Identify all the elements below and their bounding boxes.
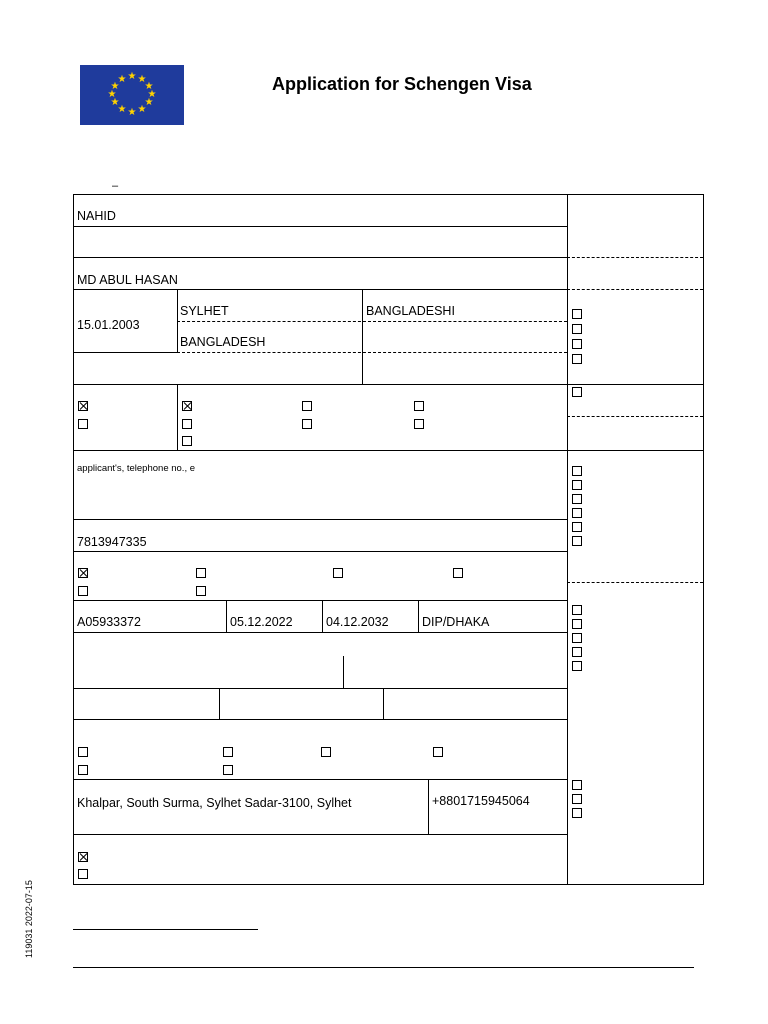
issued-by-value: DIP/DHAKA bbox=[422, 615, 490, 629]
header-dash: – bbox=[112, 180, 119, 192]
telephone-value: +8801715945064 bbox=[432, 794, 530, 808]
flag-star-icon: ★ bbox=[137, 104, 147, 115]
official-use-checkbox[interactable] bbox=[572, 324, 582, 334]
official-use-checkbox[interactable] bbox=[572, 647, 582, 657]
flag-star-icon: ★ bbox=[144, 81, 154, 92]
civil-status-checkbox[interactable] bbox=[182, 401, 192, 411]
official-use-checkbox[interactable] bbox=[572, 780, 582, 790]
official-use-checkbox[interactable] bbox=[572, 661, 582, 671]
contact-note: applicant's, telephone no., e bbox=[77, 463, 196, 474]
country-of-birth-value: BANGLADESH bbox=[180, 335, 266, 349]
civil-status-checkbox[interactable] bbox=[302, 419, 312, 429]
official-use-checkbox[interactable] bbox=[572, 508, 582, 518]
official-use-checkbox[interactable] bbox=[572, 387, 582, 397]
civil-status-checkbox[interactable] bbox=[302, 401, 312, 411]
passport-number-value: A05933372 bbox=[77, 615, 141, 629]
residence-option-checkbox[interactable] bbox=[321, 747, 331, 757]
residence-option-checkbox[interactable] bbox=[223, 747, 233, 757]
official-use-checkbox[interactable] bbox=[572, 466, 582, 476]
travel-document-checkbox[interactable] bbox=[196, 586, 206, 596]
footer-long-rule bbox=[73, 967, 694, 968]
official-use-checkbox[interactable] bbox=[572, 808, 582, 818]
civil-status-checkbox[interactable] bbox=[182, 419, 192, 429]
flag-star-icon: ★ bbox=[117, 74, 127, 85]
home-address-value: Khalpar, South Surma, Sylhet Sadar-3100, Sylhet bbox=[77, 796, 352, 810]
surname-value: NAHID bbox=[77, 209, 116, 223]
place-of-birth-value: SYLHET bbox=[180, 304, 229, 318]
footer-short-rule bbox=[73, 929, 258, 930]
flag-star-icon: ★ bbox=[107, 89, 117, 100]
civil-status-checkbox[interactable] bbox=[414, 419, 424, 429]
residence-option-checkbox[interactable] bbox=[78, 765, 88, 775]
issue-date-value: 05.12.2022 bbox=[230, 615, 293, 629]
official-use-checkbox[interactable] bbox=[572, 605, 582, 615]
flag-star-icon: ★ bbox=[144, 97, 154, 108]
other-residence-checkbox[interactable] bbox=[78, 852, 88, 862]
official-use-checkbox[interactable] bbox=[572, 480, 582, 490]
flag-star-icon: ★ bbox=[110, 97, 120, 108]
flag-star-icon: ★ bbox=[147, 89, 157, 100]
residence-option-checkbox[interactable] bbox=[78, 747, 88, 757]
nationality-value: BANGLADESHI bbox=[366, 304, 455, 318]
official-use-checkbox[interactable] bbox=[572, 536, 582, 546]
flag-star-icon: ★ bbox=[137, 74, 147, 85]
travel-document-checkbox[interactable] bbox=[196, 568, 206, 578]
residence-option-checkbox[interactable] bbox=[433, 747, 443, 757]
travel-document-checkbox[interactable] bbox=[333, 568, 343, 578]
side-document-code: 119031 2022-07-15 bbox=[24, 880, 34, 958]
official-use-checkbox[interactable] bbox=[572, 794, 582, 804]
official-use-checkbox[interactable] bbox=[572, 354, 582, 364]
first-names-value: MD ABUL HASAN bbox=[77, 273, 178, 287]
official-use-checkbox[interactable] bbox=[572, 309, 582, 319]
page-title: Application for Schengen Visa bbox=[272, 74, 532, 94]
date-of-birth-value: 15.01.2003 bbox=[77, 318, 140, 332]
residence-option-checkbox[interactable] bbox=[223, 765, 233, 775]
travel-document-checkbox[interactable] bbox=[453, 568, 463, 578]
other-residence-checkbox[interactable] bbox=[78, 869, 88, 879]
official-use-checkbox[interactable] bbox=[572, 522, 582, 532]
flag-star-icon: ★ bbox=[127, 71, 137, 82]
civil-status-checkbox[interactable] bbox=[182, 436, 192, 446]
civil-status-checkbox[interactable] bbox=[414, 401, 424, 411]
travel-document-checkbox[interactable] bbox=[78, 586, 88, 596]
travel-document-checkbox[interactable] bbox=[78, 568, 88, 578]
official-use-checkbox[interactable] bbox=[572, 619, 582, 629]
official-use-checkbox[interactable] bbox=[572, 339, 582, 349]
flag-star-icon: ★ bbox=[127, 107, 137, 118]
flag-star-icon: ★ bbox=[110, 81, 120, 92]
valid-until-value: 04.12.2032 bbox=[326, 615, 389, 629]
id-number-value: 7813947335 bbox=[77, 535, 147, 549]
official-use-checkbox[interactable] bbox=[572, 494, 582, 504]
sex-checkbox[interactable] bbox=[78, 401, 88, 411]
official-use-checkbox[interactable] bbox=[572, 633, 582, 643]
sex-checkbox[interactable] bbox=[78, 419, 88, 429]
flag-star-icon: ★ bbox=[117, 104, 127, 115]
